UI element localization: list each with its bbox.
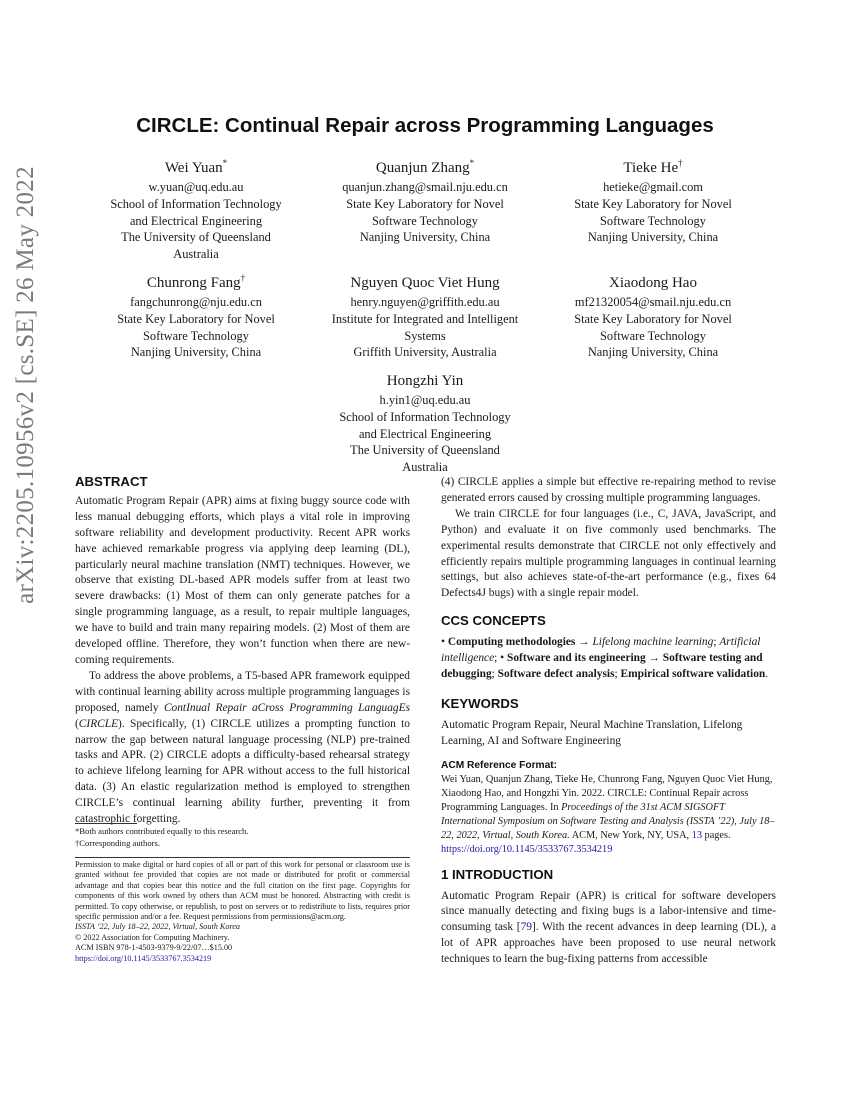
author-name: Chunrong Fang† bbox=[146, 273, 246, 291]
author-affiliation-line: School of Information Technology bbox=[339, 409, 511, 424]
author-email[interactable]: quanjun.zhang@smail.nju.edu.cn bbox=[342, 180, 508, 194]
author-block bbox=[71, 268, 321, 361]
acm-reference-format bbox=[441, 759, 776, 857]
author-affiliation-line: and Electrical Engineering bbox=[129, 213, 263, 228]
author-affiliation-line: School of Information Technology bbox=[110, 196, 282, 211]
author-affiliation-line: The University of Queensland bbox=[121, 230, 271, 245]
footnotes bbox=[75, 826, 410, 849]
author-email[interactable]: fangchunrong@nju.edu.cn bbox=[130, 295, 262, 309]
author-affiliation-line: Institute for Integrated and Intelligent bbox=[331, 311, 519, 326]
author-affiliation-line: Nanjing University, China bbox=[587, 230, 719, 245]
keywords-text: Automatic Program Repair, Neural Machine Translation, Lifelong Learning, AI and Software Engineering bbox=[441, 718, 743, 747]
author-name: Tieke He† bbox=[623, 158, 683, 176]
author-name: Xiaodong Hao bbox=[609, 275, 697, 291]
abstract-paragraph: Automatic Program Repair (APR) aims at fixing buggy source code with less manual debugging efforts, which plays a vital role in improving software reliability and development productivity. Recent APR works have achieved remarkable progress via applying deep learning (DL), particularly neural machine translation (NMT) techniques. However, we observe that existing DL-based APR models suffer from at least two severe drawbacks: (1) Most of them can only generate patches for a single programming language, as a result, to repair multiple languages, we have to build and train many repairing models. (2) Most of them are developed offline. Therefore, they won’t function when there are new-coming requirements. bbox=[75, 494, 410, 666]
author-block bbox=[300, 153, 550, 246]
left-column bbox=[75, 474, 410, 828]
reference-doi-link[interactable]: https://doi.org/10.1145/3533767.3534219 bbox=[441, 843, 613, 855]
author-affiliation-line: State Key Laboratory for Novel bbox=[346, 196, 504, 211]
author-affiliation-line: and Electrical Engineering bbox=[358, 426, 492, 441]
page-count-link[interactable]: 13 bbox=[691, 829, 702, 841]
author-affiliation-line: Nanjing University, China bbox=[130, 345, 262, 360]
ccs-heading: CCS CONCEPTS bbox=[441, 613, 546, 629]
permission-rule bbox=[75, 857, 410, 858]
author-email[interactable]: w.yuan@uq.edu.au bbox=[148, 180, 244, 194]
citation-link[interactable]: 79 bbox=[520, 921, 532, 934]
author-affiliation-line: Australia bbox=[173, 247, 219, 262]
author-affiliation-line: Nanjing University, China bbox=[359, 230, 491, 245]
isbn-line: ACM ISBN 978-1-4503-9379-9/22/07…$15.00 bbox=[75, 943, 233, 953]
author-affiliation-line: Software Technology bbox=[600, 328, 706, 343]
author-affiliation-line: State Key Laboratory for Novel bbox=[574, 311, 732, 326]
author-email[interactable]: mf21320054@smail.nju.edu.cn bbox=[574, 295, 732, 309]
author-name: Quanjun Zhang* bbox=[375, 158, 475, 176]
abstract-heading: ABSTRACT bbox=[75, 474, 148, 489]
arxiv-identifier-stamp: arXiv:2205.10956v2 [cs.SE] 26 May 2022 bbox=[12, 166, 39, 604]
introduction-paragraph: Automatic Program Repair (APR) is critical for software developers since manually detecting and fixing bugs is a labor-intensive and time-consuming task [79]. With the recent advances in deep learning (DL), a lot of APR approaches have been proposed to use neural network techniques to learn the bug-fixing patterns from accessible bbox=[441, 889, 777, 966]
introduction-heading: 1 INTRODUCTION bbox=[441, 866, 554, 882]
author-affiliation-line: Australia bbox=[402, 460, 448, 475]
author-affiliation-line: Nanjing University, China bbox=[587, 345, 719, 360]
author-affiliation-line: Software Technology bbox=[600, 213, 706, 228]
reference-format-heading: ACM Reference Format: bbox=[441, 759, 558, 771]
permission-text: Permission to make digital or hard copies of all or part of this work for personal or classroom use is granted without fee provided that copies are not made or distributed for profit or commercial advantage and that copies bear this notice and the full citation on the first page. Copyrights for components of this work owned by others than ACM must be honored. Abstracting with credit is permitted. To copy otherwise, or republish, to post on servers or to redistribute to lists, requires prior specific permission and/or a fee. Request permissions from permissions@acm.org. bbox=[75, 860, 410, 922]
author-name: Hongzhi Yin bbox=[386, 373, 464, 389]
author-email[interactable]: hetieke@gmail.com bbox=[603, 180, 703, 194]
author-email[interactable]: h.yin1@uq.edu.au bbox=[379, 393, 471, 407]
paper-title: CIRCLE: Continual Repair across Programming Languages bbox=[136, 114, 714, 137]
reference-citation: Wei Yuan, Quanjun Zhang, Tieke He, Chunrong Fang, Nguyen Quoc Viet Hung, Xiaodong Hao, and Hongzhi Yin. 2022. CIRCLE: Continual Repair across Programming Languages. In Proceedings of the 31st ACM SIGSOFT International Symposium on Software Testing and Analysis (ISSTA ’22), July 18–22, 2022, Virtual, South Korea. ACM, New York, NY, USA, 13 pages. bbox=[441, 773, 775, 841]
footnote-corresponding: †Corresponding authors. bbox=[75, 837, 160, 848]
abstract-paragraph: We train CIRCLE for four languages (i.e., C, JAVA, JavaScript, and Python) and evaluate it on five commonly used benchmarks. The experimental results demonstrate that CIRCLE not only effectively and efficiently repairs multiple programming languages in continual learning settings, but also achieves state-of-the-art performance (e.g., fixes 64 Defects4J bugs) with a single repair model. bbox=[441, 507, 776, 600]
author-block bbox=[300, 268, 550, 361]
author-affiliation-line: Griffith University, Australia bbox=[353, 345, 497, 360]
ccs-concepts: • Computing methodologies → Lifelong machine learning; Artificial intelligence; • Software and its engineering → Software testing and debugging; Software defect analysis; Empirical software validation. bbox=[441, 636, 769, 680]
abstract-paragraph: (4) CIRCLE applies a simple but effective re-repairing method to revise generated errors caused by crossing multiple programming languages. bbox=[441, 476, 776, 504]
author-block bbox=[528, 153, 778, 246]
right-column bbox=[441, 475, 776, 968]
author-affiliation-line: Systems bbox=[404, 328, 446, 343]
author-block bbox=[528, 268, 778, 361]
author-affiliation-line: Software Technology bbox=[143, 328, 249, 343]
abstract-paragraph: To address the above problems, a T5-based APR framework equipped with continual learning ability across multiple programming languages is proposed, namely ContInual Repair aCross Programming LanguagEs (CIRCLE). Specifically, (1) CIRCLE utilizes a prompting function to narrow the gap between natural language processing (NLP) pre-trained tasks and APR. (2) CIRCLE adopts a difficulty-based rehearsal strategy to achieve lifelong learning for APR without access to the full historical data. (3) An elastic regularization method is employed to strengthen CIRCLE’s continual learning ability further, preventing it from catastrophic forgetting. bbox=[75, 669, 410, 826]
conference-venue: ISSTA ’22, July 18–22, 2022, Virtual, South Korea bbox=[75, 922, 241, 932]
author-email[interactable]: henry.nguyen@griffith.edu.au bbox=[350, 295, 500, 309]
author-affiliation-line: State Key Laboratory for Novel bbox=[117, 311, 275, 326]
doi-link[interactable]: https://doi.org/10.1145/3533767.3534219 bbox=[75, 953, 212, 963]
author-name: Wei Yuan* bbox=[164, 158, 228, 176]
author-affiliation-line: Software Technology bbox=[372, 213, 478, 228]
copyright-line: © 2022 Association for Computing Machinery. bbox=[75, 932, 230, 942]
keywords-heading: KEYWORDS bbox=[441, 695, 519, 711]
permission-block bbox=[75, 860, 410, 964]
author-block bbox=[300, 366, 550, 476]
author-affiliation-line: The University of Queensland bbox=[350, 443, 500, 458]
author-affiliation-line: State Key Laboratory for Novel bbox=[574, 196, 732, 211]
footnote-rule bbox=[75, 823, 137, 824]
footnote-equal-contribution: *Both authors contributed equally to this research. bbox=[75, 826, 249, 836]
author-name: Nguyen Quoc Viet Hung bbox=[350, 275, 500, 291]
author-block bbox=[71, 153, 321, 263]
